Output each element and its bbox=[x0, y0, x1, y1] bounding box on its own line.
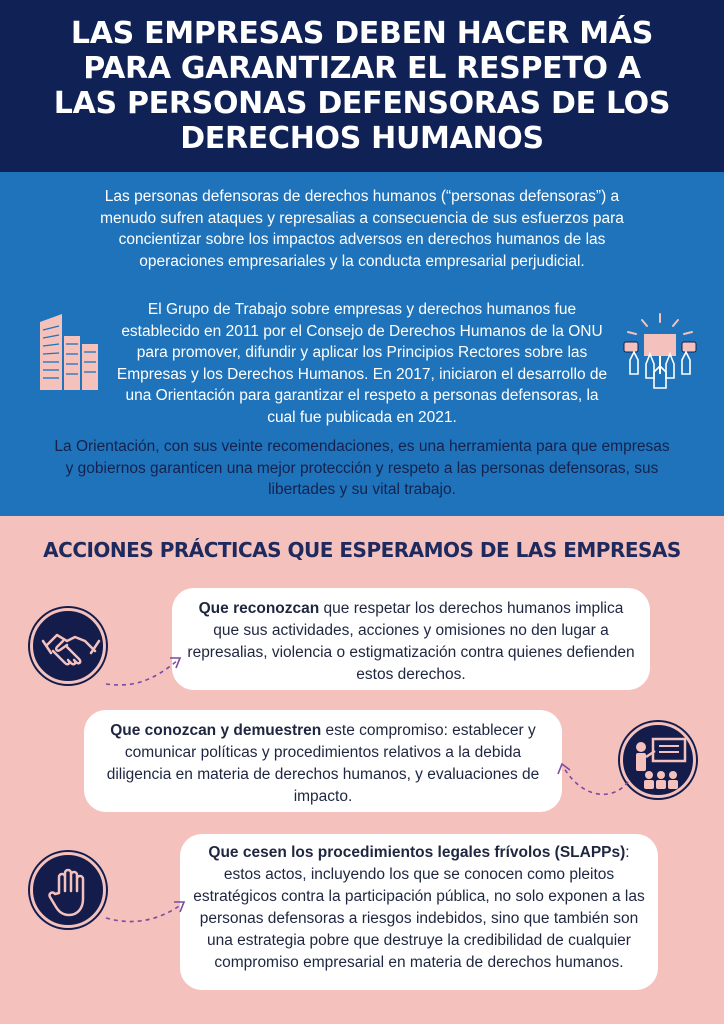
action-card-bold: Que conozcan y demuestren bbox=[110, 722, 322, 739]
action-card-slapps bbox=[180, 834, 658, 990]
intro-section bbox=[0, 172, 724, 516]
intro-paragraph-1: Las personas defensoras de derechos humanos (“personas defensoras”) a menudo sufren ataques y represalias a consecuencia de sus esfuerzos para concientizar sobre los impactos adversos en derechos humanos de las operaciones empresariales y la conducta empresarial perjudicial. bbox=[100, 188, 624, 270]
action-card-text: : estos actos, incluyendo los que se conocen como pleitos estratégicos contra la participación pública, no solo exponen a las personas defensoras a riesgos indebidos, sino que también son una estrategia pobre que destruye la credibilidad de cualquier compromiso empresarial en materia de derechos humanos. bbox=[193, 844, 645, 971]
handshake-icon bbox=[30, 608, 106, 684]
stop-hand-icon bbox=[30, 852, 106, 928]
connector-arrow bbox=[552, 742, 632, 802]
action-card-recognize bbox=[172, 588, 650, 690]
connector-arrow bbox=[104, 890, 188, 930]
action-card-text: este compromiso: establecer y comunicar políticas y procedimientos relativos a la debida diligencia en materia de derechos humanos, y evaluaciones de impacto. bbox=[106, 722, 540, 805]
intro-paragraph-3: La Orientación, con sus veinte recomendaciones, es una herramienta para que empresas y gobiernos garanticen una mejor protección y respeto a las personas defensoras, sus libertades y su vital trabajo. bbox=[54, 438, 670, 498]
section-title: ACCIONES PRÁCTICAS QUE ESPERAMOS DE LAS EMPRESAS bbox=[43, 538, 681, 562]
protest-sign-icon bbox=[620, 312, 700, 392]
intro-paragraph-2: El Grupo de Trabajo sobre empresas y derechos humanos fue establecido en 2011 por el Consejo de Derechos Humanos de la ONU para promover, difundir y aplicar los Principios Rectores sobre las Empresas y los Derechos Humanos. En 2017, iniciaron el desarrollo de una Orientación para garantizar el respeto a personas defensoras, la cual fue publicada en 2021. bbox=[116, 301, 608, 426]
connector-arrow bbox=[104, 640, 184, 690]
buildings-icon bbox=[38, 312, 100, 392]
header-banner bbox=[0, 0, 724, 172]
action-card-bold: Que reconozcan bbox=[198, 600, 320, 617]
action-card-text: que respetar los derechos humanos implica que sus actividades, acciones y omisiones no den lugar a represalias, violencia o estigmatización contra quienes defienden estos derechos. bbox=[187, 600, 635, 683]
action-card-demonstrate bbox=[84, 710, 562, 812]
page-title: LAS EMPRESAS DEBEN HACER MÁS PARA GARANTIZAR EL RESPETO A LAS PERSONAS DEFENSORAS DE LOS DERECHOS HUMANOS bbox=[53, 16, 671, 156]
action-card-bold: Que cesen los procedimientos legales frívolos (SLAPPs) bbox=[208, 844, 626, 861]
